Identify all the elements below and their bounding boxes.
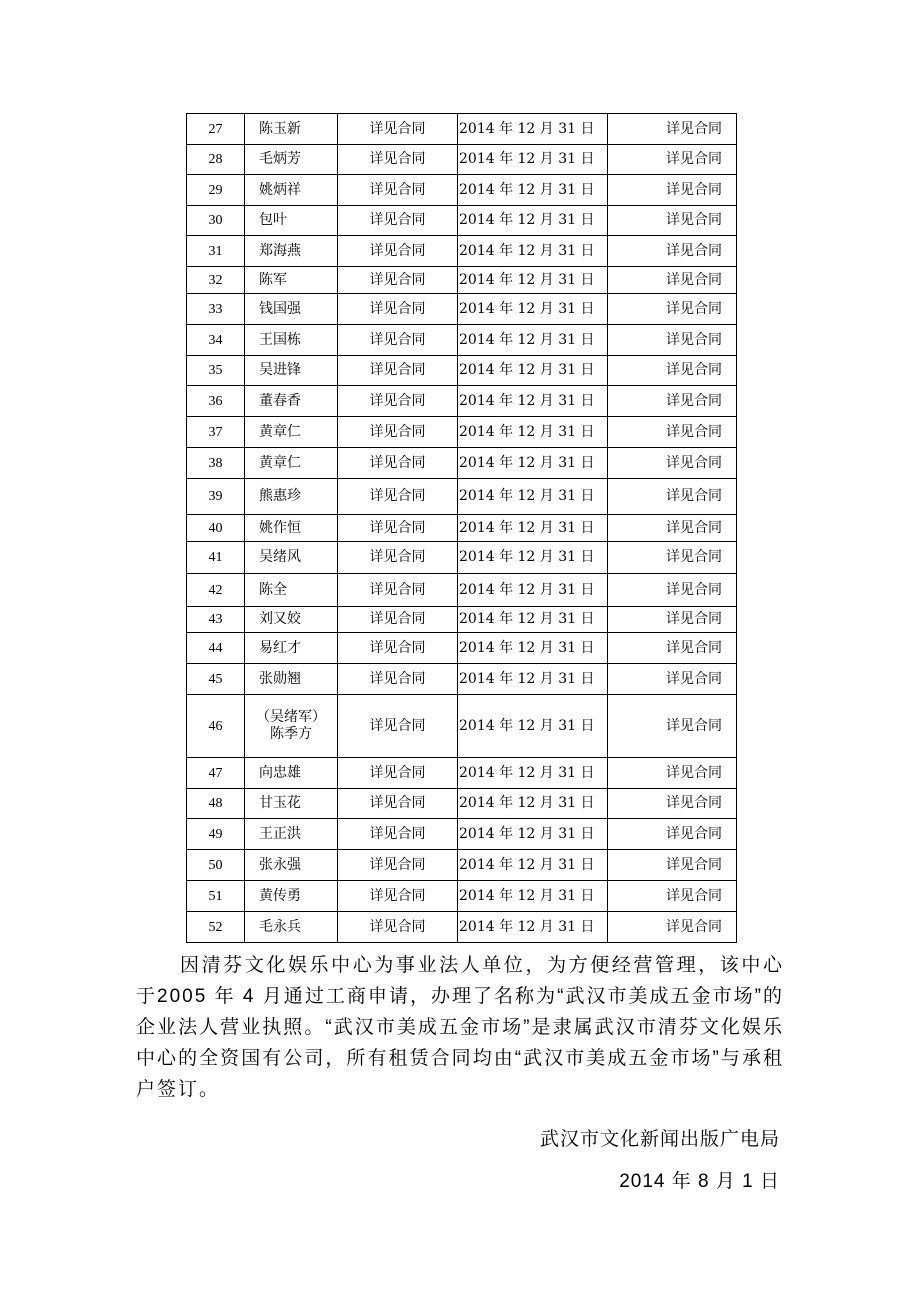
row-number-cell: 49 <box>187 819 245 850</box>
table-row <box>187 574 737 607</box>
expiry-date-cell: 2014 年 12 月 31 日 <box>458 356 608 386</box>
row-number-cell: 43 <box>187 607 245 633</box>
contract-amount-cell: 详见合同 <box>608 386 737 417</box>
expiry-date-cell: 2014 年 12 月 31 日 <box>458 206 608 236</box>
contract-term-cell: 详见合同 <box>338 325 458 356</box>
contract-amount-cell: 详见合同 <box>608 206 737 236</box>
contract-amount-cell: 详见合同 <box>608 758 737 789</box>
row-number-cell: 29 <box>187 175 245 206</box>
issue-date: 2014 年 8 月 1 日 <box>619 1171 780 1192</box>
tenant-name-cell: 陈玉新 <box>245 114 338 145</box>
expiry-date-cell: 2014 年 12 月 31 日 <box>458 515 608 542</box>
expiry-date-cell: 2014 年 12 月 31 日 <box>458 479 608 515</box>
table-row <box>187 417 737 448</box>
tenant-name-cell: 熊惠珍 <box>245 479 338 515</box>
tenant-name-cell: 甘玉花 <box>245 789 338 819</box>
table-row <box>187 664 737 695</box>
table-row <box>187 114 737 145</box>
row-number-cell: 35 <box>187 356 245 386</box>
row-number-cell: 52 <box>187 912 245 943</box>
expiry-date-cell: 2014 年 12 月 31 日 <box>458 789 608 819</box>
expiry-date-cell: 2014 年 12 月 31 日 <box>458 236 608 267</box>
contract-term-cell: 详见合同 <box>338 114 458 145</box>
expiry-date-cell: 2014 年 12 月 31 日 <box>458 114 608 145</box>
tenant-name-cell: 向忠雄 <box>245 758 338 789</box>
contract-term-cell: 详见合同 <box>338 758 458 789</box>
issuing-organization: 武汉市文化新闻出版广电局 <box>539 1129 780 1150</box>
contract-amount-cell: 详见合同 <box>608 881 737 912</box>
contract-amount-cell: 详见合同 <box>608 607 737 633</box>
contract-term-cell: 详见合同 <box>338 294 458 325</box>
table-row <box>187 175 737 206</box>
expiry-date-cell: 2014 年 12 月 31 日 <box>458 175 608 206</box>
tenant-name-cell: （吴绪军） 陈季方 <box>245 695 338 758</box>
row-number-cell: 27 <box>187 114 245 145</box>
table-row <box>187 758 737 789</box>
contract-term-cell: 详见合同 <box>338 417 458 448</box>
expiry-date-cell: 2014 年 12 月 31 日 <box>458 542 608 574</box>
contract-amount-cell: 详见合同 <box>608 175 737 206</box>
contract-amount-cell: 详见合同 <box>608 912 737 943</box>
contract-amount-cell: 详见合同 <box>608 542 737 574</box>
tenant-name-cell: 钱国强 <box>245 294 338 325</box>
expiry-date-cell: 2014 年 12 月 31 日 <box>458 633 608 664</box>
tenant-name-cell: 吴进锋 <box>245 356 338 386</box>
tenant-name-cell: 毛永兵 <box>245 912 338 943</box>
expiry-date-cell: 2014 年 12 月 31 日 <box>458 912 608 943</box>
row-number-cell: 51 <box>187 881 245 912</box>
tenant-name-cell: 姚作恒 <box>245 515 338 542</box>
expiry-date-cell: 2014 年 12 月 31 日 <box>458 417 608 448</box>
contract-term-cell: 详见合同 <box>338 236 458 267</box>
table-row <box>187 850 737 881</box>
contract-term-cell: 详见合同 <box>338 912 458 943</box>
row-number-cell: 33 <box>187 294 245 325</box>
contract-term-cell: 详见合同 <box>338 356 458 386</box>
expiry-date-cell: 2014 年 12 月 31 日 <box>458 325 608 356</box>
expiry-date-cell: 2014 年 12 月 31 日 <box>458 819 608 850</box>
expiry-date-cell: 2014 年 12 月 31 日 <box>458 448 608 479</box>
contract-term-cell: 详见合同 <box>338 145 458 175</box>
contract-term-cell: 详见合同 <box>338 633 458 664</box>
tenant-name-cell: 刘又姣 <box>245 607 338 633</box>
table-row <box>187 448 737 479</box>
contract-amount-cell: 详见合同 <box>608 267 737 294</box>
contract-term-cell: 详见合同 <box>338 515 458 542</box>
tenant-name-cell: 毛炳芳 <box>245 145 338 175</box>
row-number-cell: 46 <box>187 695 245 758</box>
contract-amount-cell: 详见合同 <box>608 145 737 175</box>
contract-term-cell: 详见合同 <box>338 607 458 633</box>
tenant-name-cell: 王正洪 <box>245 819 338 850</box>
expiry-date-cell: 2014 年 12 月 31 日 <box>458 607 608 633</box>
table-row <box>187 294 737 325</box>
contract-amount-cell: 详见合同 <box>608 236 737 267</box>
lease-table-body <box>187 114 737 943</box>
contract-amount-cell: 详见合同 <box>608 294 737 325</box>
contract-term-cell: 详见合同 <box>338 664 458 695</box>
row-number-cell: 50 <box>187 850 245 881</box>
contract-term-cell: 详见合同 <box>338 695 458 758</box>
contract-term-cell: 详见合同 <box>338 206 458 236</box>
contract-term-cell: 详见合同 <box>338 448 458 479</box>
row-number-cell: 34 <box>187 325 245 356</box>
tenant-name-cell: 张永强 <box>245 850 338 881</box>
tenant-name-cell: 包叶 <box>245 206 338 236</box>
table-row <box>187 633 737 664</box>
row-number-cell: 31 <box>187 236 245 267</box>
contract-amount-cell: 详见合同 <box>608 325 737 356</box>
contract-amount-cell: 详见合同 <box>608 574 737 607</box>
row-number-cell: 37 <box>187 417 245 448</box>
tenant-name-cell: 张勋翘 <box>245 664 338 695</box>
table-row <box>187 789 737 819</box>
row-number-cell: 48 <box>187 789 245 819</box>
contract-term-cell: 详见合同 <box>338 881 458 912</box>
contract-amount-cell: 详见合同 <box>608 633 737 664</box>
row-number-cell: 41 <box>187 542 245 574</box>
table-row <box>187 607 737 633</box>
contract-amount-cell: 详见合同 <box>608 448 737 479</box>
row-number-cell: 39 <box>187 479 245 515</box>
table-row <box>187 386 737 417</box>
expiry-date-cell: 2014 年 12 月 31 日 <box>458 267 608 294</box>
row-number-cell: 47 <box>187 758 245 789</box>
tenant-name-cell: 姚炳祥 <box>245 175 338 206</box>
table-row <box>187 479 737 515</box>
table-row <box>187 236 737 267</box>
contract-amount-cell: 详见合同 <box>608 789 737 819</box>
table-row <box>187 695 737 758</box>
expiry-date-cell: 2014 年 12 月 31 日 <box>458 881 608 912</box>
contract-term-cell: 详见合同 <box>338 267 458 294</box>
table-row <box>187 325 737 356</box>
tenant-name-cell: 黄传勇 <box>245 881 338 912</box>
lease-table <box>186 113 737 943</box>
contract-term-cell: 详见合同 <box>338 574 458 607</box>
contract-amount-cell: 详见合同 <box>608 664 737 695</box>
contract-amount-cell: 详见合同 <box>608 479 737 515</box>
row-number-cell: 36 <box>187 386 245 417</box>
tenant-name-cell: 董春香 <box>245 386 338 417</box>
contract-amount-cell: 详见合同 <box>608 850 737 881</box>
tenant-name-cell: 易红才 <box>245 633 338 664</box>
table-row <box>187 912 737 943</box>
contract-term-cell: 详见合同 <box>338 479 458 515</box>
tenant-name-cell: 吴绪风 <box>245 542 338 574</box>
row-number-cell: 44 <box>187 633 245 664</box>
table-row <box>187 542 737 574</box>
contract-term-cell: 详见合同 <box>338 850 458 881</box>
row-number-cell: 28 <box>187 145 245 175</box>
tenant-name-cell: 陈全 <box>245 574 338 607</box>
contract-term-cell: 详见合同 <box>338 819 458 850</box>
expiry-date-cell: 2014 年 12 月 31 日 <box>458 294 608 325</box>
row-number-cell: 30 <box>187 206 245 236</box>
contract-term-cell: 详见合同 <box>338 386 458 417</box>
expiry-date-cell: 2014 年 12 月 31 日 <box>458 695 608 758</box>
expiry-date-cell: 2014 年 12 月 31 日 <box>458 664 608 695</box>
contract-amount-cell: 详见合同 <box>608 356 737 386</box>
row-number-cell: 45 <box>187 664 245 695</box>
contract-amount-cell: 详见合同 <box>608 417 737 448</box>
contract-term-cell: 详见合同 <box>338 789 458 819</box>
table-row <box>187 206 737 236</box>
contract-term-cell: 详见合同 <box>338 542 458 574</box>
explanation-paragraph: 因清芬文化娱乐中心为事业法人单位，为方便经营管理，该中心于2005 年 4 月通过工商申请，办理了名称为“武汉市美成五金市场”的企业法人营业执照。“武汉市美成五金市场”是隶属武汉市清芬文化娱乐中心的全资国有公司，所有租赁合同均由“武汉市美成五金市场”与承租户签订。 <box>136 955 784 1100</box>
contract-term-cell: 详见合同 <box>338 175 458 206</box>
tenant-name-cell: 王国栋 <box>245 325 338 356</box>
table-row <box>187 267 737 294</box>
row-number-cell: 32 <box>187 267 245 294</box>
contract-amount-cell: 详见合同 <box>608 695 737 758</box>
tenant-name-cell: 黄章仁 <box>245 417 338 448</box>
expiry-date-cell: 2014 年 12 月 31 日 <box>458 850 608 881</box>
row-number-cell: 38 <box>187 448 245 479</box>
table-row <box>187 881 737 912</box>
tenant-name-cell: 陈军 <box>245 267 338 294</box>
table-row <box>187 145 737 175</box>
table-row <box>187 819 737 850</box>
table-row <box>187 356 737 386</box>
contract-amount-cell: 详见合同 <box>608 515 737 542</box>
expiry-date-cell: 2014 年 12 月 31 日 <box>458 145 608 175</box>
tenant-name-cell: 黄章仁 <box>245 448 338 479</box>
expiry-date-cell: 2014 年 12 月 31 日 <box>458 574 608 607</box>
expiry-date-cell: 2014 年 12 月 31 日 <box>458 758 608 789</box>
row-number-cell: 40 <box>187 515 245 542</box>
table-row <box>187 515 737 542</box>
row-number-cell: 42 <box>187 574 245 607</box>
contract-amount-cell: 详见合同 <box>608 819 737 850</box>
tenant-name-cell: 郑海燕 <box>245 236 338 267</box>
contract-amount-cell: 详见合同 <box>608 114 737 145</box>
expiry-date-cell: 2014 年 12 月 31 日 <box>458 386 608 417</box>
